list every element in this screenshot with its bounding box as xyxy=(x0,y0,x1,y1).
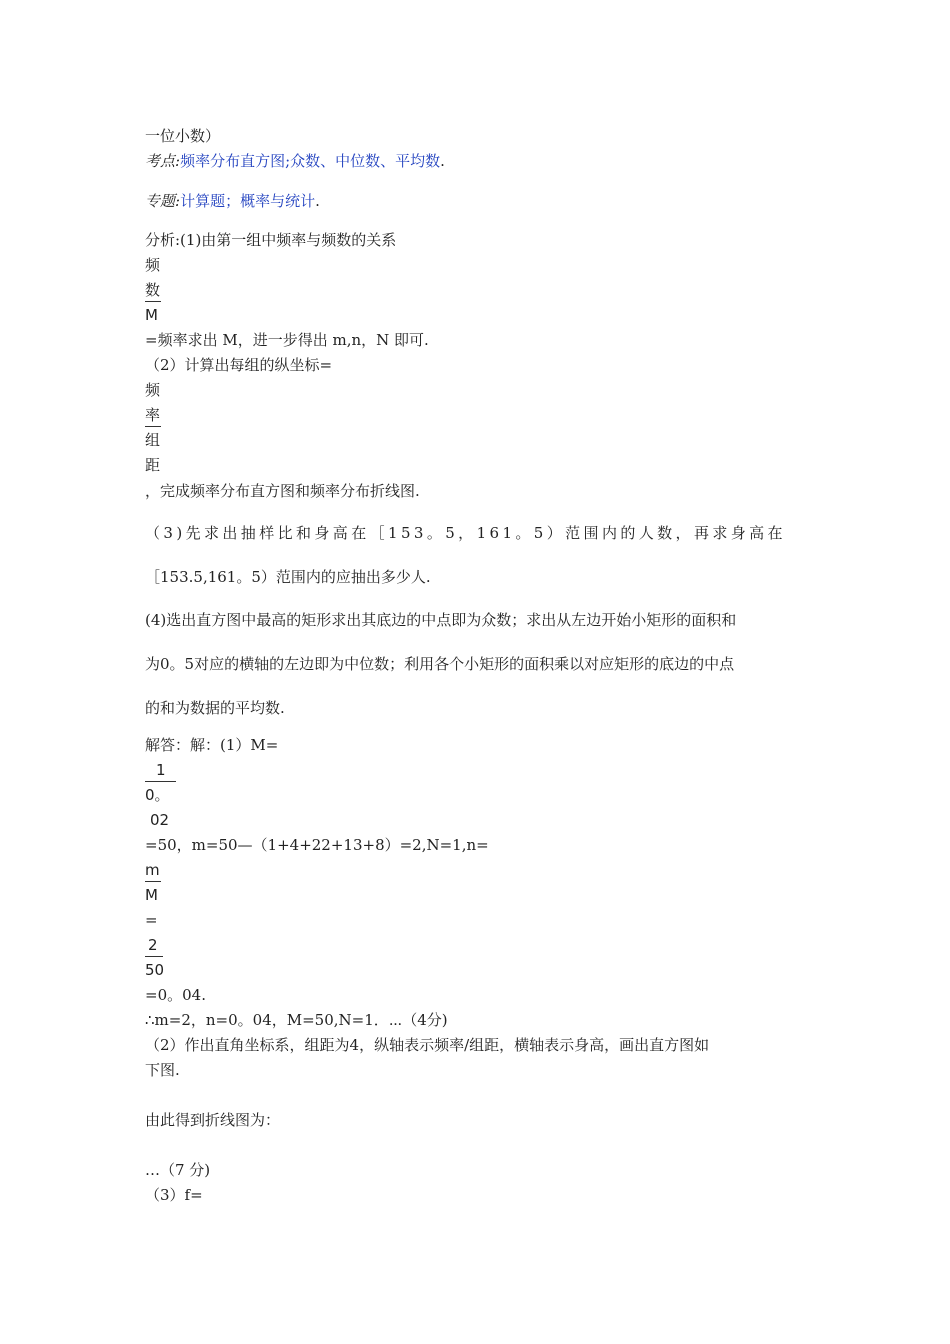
fraction4-bar xyxy=(145,881,161,882)
zhuanti-line xyxy=(145,191,320,211)
fraction3-denominator-2: 02 xyxy=(150,811,170,829)
kaodian-text: 频率分布直方图;众数、中位数、平均数 xyxy=(180,152,441,170)
kaodian-label: 考点: xyxy=(145,152,181,170)
fraction5-after: =0。04. xyxy=(145,986,206,1004)
step3-line-b: ［153.5,161。5）范围内的应抽出多少人. xyxy=(145,568,431,586)
zhuanti-label: 专题: xyxy=(145,192,181,210)
fraction2-denominator-2: 距 xyxy=(145,456,161,474)
fraction4-denominator: M xyxy=(145,886,158,904)
therefore-line: ∴m=2，n=0。04，M=50,N=1．⋯（4分) xyxy=(145,1011,448,1029)
part3-line: （3）f= xyxy=(145,1186,203,1204)
fraction2-bar xyxy=(145,426,161,427)
fraction1-numerator-1: 频 xyxy=(145,256,161,274)
step4-line-c: 的和为数据的平均数. xyxy=(145,699,285,717)
fraction3-bar xyxy=(145,781,176,782)
part2-line-a: （2）作出直角坐标系，组距为4，纵轴表示频率/组距，横轴表示身高，画出直方图如 xyxy=(145,1036,710,1054)
fraction2-numerator-1: 频 xyxy=(145,381,161,399)
score-7: …（7 分) xyxy=(145,1161,211,1179)
fraction3-numerator: 1 xyxy=(156,761,166,779)
step3-line-a: （3)先求出抽样比和身高在［153。5，161。5）范围内的人数，再求身高在 xyxy=(145,524,786,542)
fraction3-denominator-1: 0。 xyxy=(145,786,170,804)
fraction2-numerator-2: 率 xyxy=(145,406,161,424)
equals-sign: = xyxy=(145,911,158,929)
kaodian-end: . xyxy=(440,152,445,170)
fraction2-denominator-1: 组 xyxy=(145,431,161,449)
fraction5-bar xyxy=(145,956,163,957)
fraction4-numerator: m xyxy=(145,861,160,879)
step4-line-a: (4)选出直方图中最高的矩形求出其底边的中点即为众数；求出从左边开始小矩形的面积和 xyxy=(145,611,737,629)
zhuanti-end: . xyxy=(315,192,320,210)
fraction1-after: =频率求出 M，进一步得出 m,n，N 即可. xyxy=(145,331,429,349)
fraction5-numerator: 2 xyxy=(148,936,158,954)
step2-line: （2）计算出每组的纵坐标= xyxy=(145,356,333,374)
kaodian-line xyxy=(145,151,445,171)
step4-line-b: 为0。5对应的横轴的左边即为中位数；利用各个小矩形的面积乘以对应矩形的底边的中点 xyxy=(145,655,735,673)
solution-line: 解答：解：(1）M= xyxy=(145,736,279,754)
part2-line-b: 下图. xyxy=(145,1061,180,1079)
zhuanti-text: 计算题；概率与统计 xyxy=(180,192,316,210)
fraction5-denominator: 50 xyxy=(145,961,165,979)
polyline-intro: 由此得到折线图为： xyxy=(145,1111,281,1129)
fraction2-after: ，完成频率分布直方图和频率分布折线图. xyxy=(145,482,420,500)
fraction1-bar xyxy=(145,301,161,302)
fraction1-denominator: M xyxy=(145,306,158,324)
fenxi-line: 分析:(1)由第一组中频率与频数的关系 xyxy=(145,231,397,249)
text-line-continuation: 一位小数） xyxy=(145,127,221,145)
fraction1-numerator-2: 数 xyxy=(145,281,161,299)
fraction3-after: =50，m=50—（1+4+22+13+8）=2,N=1,n= xyxy=(145,836,489,854)
